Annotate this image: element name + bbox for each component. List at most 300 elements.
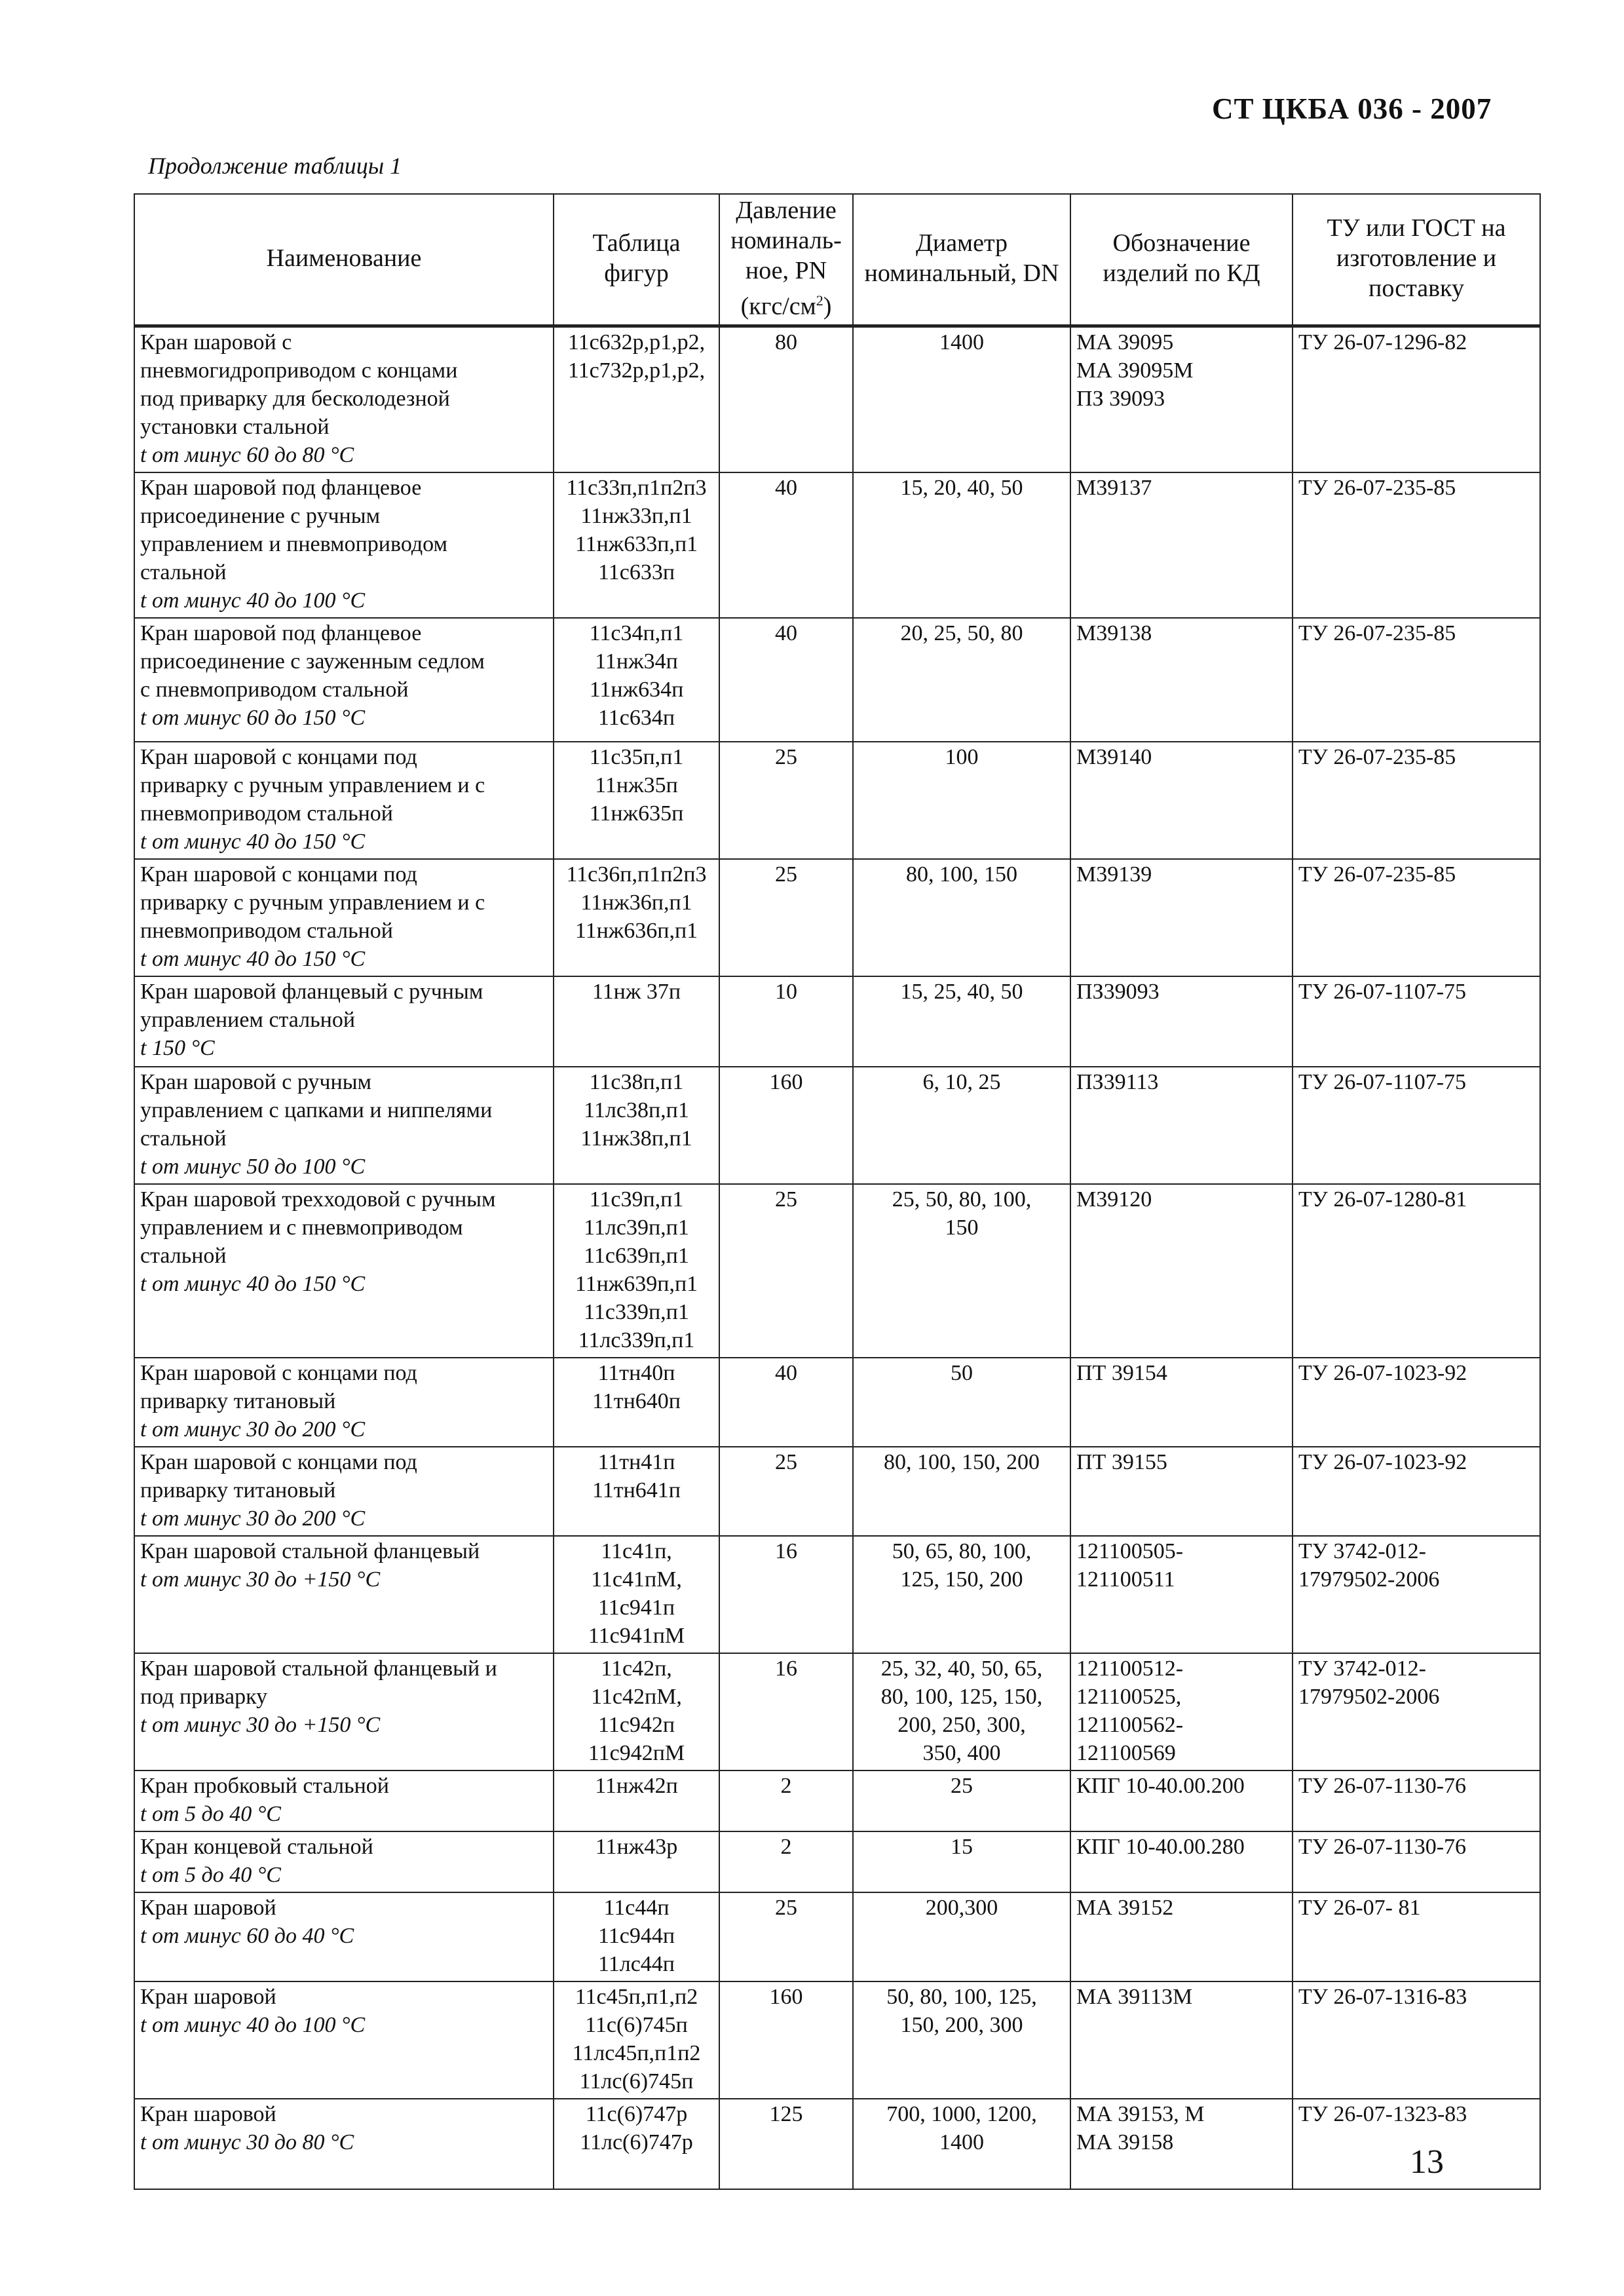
cell-name	[134, 1184, 554, 1358]
figure-line: 11лс(6)747р	[580, 2130, 693, 2154]
cell-diameter	[853, 1981, 1070, 2099]
cell-diameter	[853, 976, 1070, 1067]
diameter-line: 150, 200, 300	[900, 2012, 1023, 2037]
temperature-range: t от минус 40 до 100 °С	[140, 2012, 366, 2037]
temperature-range: t от минус 30 до 200 °С	[140, 1417, 366, 1442]
table-row	[134, 618, 1540, 742]
tu-line: ТУ 26-07-1107-75	[1298, 1069, 1467, 1094]
figure-line: 11лс38п,п1	[584, 1098, 689, 1122]
cell-pressure: 2	[719, 1831, 853, 1892]
name-line: Кран концевой стальной	[140, 1834, 373, 1859]
cell-figures	[554, 1892, 719, 1981]
table-row	[134, 859, 1540, 976]
cell-pressure: 16	[719, 1653, 853, 1770]
cell-tu-gost	[1293, 1831, 1540, 1892]
cell-diameter	[853, 1831, 1070, 1892]
cell-pressure: 40	[719, 618, 853, 742]
page-number: 13	[1410, 2143, 1444, 2181]
figure-line: 11с941пМ	[588, 1623, 685, 1648]
figure-line: 11с39п,п1	[589, 1187, 684, 1212]
temperature-range: t от минус 30 до 80 °С	[140, 2130, 354, 2154]
cell-name	[134, 1831, 554, 1892]
figure-line: 11лс44п	[598, 1951, 675, 1976]
name-line: стальной	[140, 1126, 227, 1151]
cell-pressure: 40	[719, 472, 853, 618]
cell-designation	[1070, 1892, 1293, 1981]
cell-name	[134, 618, 554, 742]
designation-line: 121100512-	[1076, 1656, 1184, 1681]
figure-line: 11тн40п	[597, 1360, 675, 1385]
designation-line: МА 39158	[1076, 2130, 1174, 2154]
table-row	[134, 1892, 1540, 1981]
diameter-line: 50, 80, 100, 125,	[886, 1984, 1037, 2009]
figure-line: 11с33п,п1п2п3	[566, 475, 707, 500]
cell-designation	[1070, 1067, 1293, 1184]
cell-name	[134, 1892, 554, 1981]
table-row	[134, 1067, 1540, 1184]
cell-figures	[554, 742, 719, 859]
figure-line: 11с634п	[597, 705, 675, 730]
cell-tu-gost	[1293, 1067, 1540, 1184]
cell-name	[134, 1358, 554, 1447]
name-line: Кран шаровой стальной фланцевый	[140, 1539, 480, 1563]
cell-diameter	[853, 1067, 1070, 1184]
cell-designation	[1070, 1358, 1293, 1447]
name-line: Кран шаровой с концами под	[140, 862, 417, 887]
temperature-range: t от 5 до 40 °С	[140, 1862, 281, 1887]
cell-pressure: 125	[719, 2099, 853, 2189]
diameter-line: 125, 150, 200	[900, 1567, 1023, 1592]
figure-line: 11нж639п,п1	[575, 1271, 698, 1296]
cell-figures	[554, 1831, 719, 1892]
cell-diameter	[853, 1184, 1070, 1358]
figure-line: 11с44п	[603, 1895, 670, 1920]
designation-line: МА 39113М	[1076, 1984, 1193, 2009]
valves-table	[134, 193, 1541, 2190]
figure-line: 11с(6)747р	[585, 2101, 688, 2126]
cell-tu-gost	[1293, 1184, 1540, 1358]
figure-line: 11нж36п,п1	[580, 890, 692, 915]
tu-line: ТУ 26-07-1130-76	[1298, 1773, 1467, 1798]
designation-line: МА 39152	[1076, 1895, 1174, 1920]
diameter-line: 6, 10, 25	[922, 1069, 1001, 1094]
name-line: Кран шаровой трехходовой с ручным	[140, 1187, 496, 1212]
designation-line: 121100511	[1076, 1567, 1175, 1592]
designation-line: 121100505-	[1076, 1539, 1184, 1563]
tu-line: ТУ 26-07- 81	[1298, 1895, 1421, 1920]
cell-tu-gost	[1293, 618, 1540, 742]
cell-pressure: 25	[719, 742, 853, 859]
name-line: Кран шаровой с ручным	[140, 1069, 372, 1094]
designation-line: М39120	[1076, 1187, 1152, 1212]
figure-line: 11нж43р	[595, 1834, 678, 1859]
tu-line: ТУ 26-07-235-85	[1298, 862, 1456, 887]
diameter-line: 100	[945, 744, 979, 769]
cell-pressure: 25	[719, 859, 853, 976]
cell-tu-gost	[1293, 1358, 1540, 1447]
cell-pressure: 2	[719, 1770, 853, 1831]
cell-name	[134, 859, 554, 976]
diameter-line: 200,300	[925, 1895, 998, 1920]
cell-diameter	[853, 1770, 1070, 1831]
table-continuation-label: Продолжение таблицы 1	[148, 153, 402, 179]
figure-line: 11нж635п	[589, 801, 684, 826]
temperature-range: t 150 °С	[140, 1035, 215, 1060]
tu-line: ТУ 26-07-1296-82	[1298, 330, 1467, 354]
cell-tu-gost	[1293, 326, 1540, 472]
figure-line: 11тн640п	[592, 1388, 681, 1413]
name-line: пневмоприводом стальной	[140, 801, 393, 826]
cell-name	[134, 1536, 554, 1653]
temperature-range: t от минус 40 до 150 °С	[140, 829, 366, 854]
name-line: под приварку	[140, 1684, 268, 1709]
temperature-range: t от минус 50 до 100 °С	[140, 1154, 366, 1179]
diameter-line: 25, 32, 40, 50, 65,	[880, 1656, 1043, 1681]
diameter-line: 150	[945, 1215, 979, 1240]
figure-line: 11с632р,р1,р2,	[567, 330, 706, 354]
name-line: присоединение с ручным	[140, 503, 381, 528]
figure-line: 11с42пМ,	[591, 1684, 682, 1709]
tu-line: ТУ 26-07-1323-83	[1298, 2101, 1467, 2126]
header-figures: Таблица фигур	[554, 194, 719, 326]
name-line: приварку с ручным управлением и с	[140, 773, 485, 797]
cell-tu-gost	[1293, 859, 1540, 976]
designation-line: ПТ 39155	[1076, 1449, 1167, 1474]
name-line: пневмоприводом стальной	[140, 918, 393, 943]
figure-line: 11нж636п,п1	[575, 918, 698, 943]
figure-line: 11нж33п,п1	[580, 503, 692, 528]
temperature-range: t от минус 40 до 100 °С	[140, 588, 366, 613]
cell-designation	[1070, 326, 1293, 472]
diameter-line: 20, 25, 50, 80	[900, 621, 1023, 645]
figure-line: 11с639п,п1	[584, 1243, 689, 1268]
figure-line: 11нж35п	[595, 773, 678, 797]
figure-line: 11с41пМ,	[591, 1567, 682, 1592]
diameter-line: 15	[951, 1834, 973, 1859]
figure-line: 11с36п,п1п2п3	[566, 862, 707, 887]
temperature-range: t от минус 30 до 200 °С	[140, 1506, 366, 1531]
designation-line: М39140	[1076, 744, 1152, 769]
tu-line: ТУ 26-07-235-85	[1298, 475, 1456, 500]
cell-tu-gost	[1293, 1447, 1540, 1536]
temperature-range: t от минус 40 до 150 °С	[140, 1271, 366, 1296]
cell-designation	[1070, 742, 1293, 859]
cell-figures	[554, 1653, 719, 1770]
name-line: стальной	[140, 560, 227, 584]
table-row	[134, 1831, 1540, 1892]
cell-designation	[1070, 1770, 1293, 1831]
name-line: управлением и с пневмоприводом	[140, 1215, 463, 1240]
cell-diameter	[853, 859, 1070, 976]
cell-pressure: 25	[719, 1447, 853, 1536]
tu-line: ТУ 26-07-1130-76	[1298, 1834, 1467, 1859]
cell-diameter	[853, 326, 1070, 472]
cell-pressure: 80	[719, 326, 853, 472]
designation-line: КПГ 10-40.00.280	[1076, 1834, 1245, 1859]
name-line: Кран шаровой под фланцевое	[140, 475, 422, 500]
table-row	[134, 472, 1540, 618]
diameter-line: 15, 20, 40, 50	[900, 475, 1023, 500]
tu-line: ТУ 26-07-1280-81	[1298, 1187, 1467, 1212]
diameter-line: 50, 65, 80, 100,	[892, 1539, 1032, 1563]
figure-line: 11лс(6)745п	[579, 2069, 694, 2094]
diameter-line: 1400	[939, 2130, 984, 2154]
cell-designation	[1070, 976, 1293, 1067]
designation-line: 121100569	[1076, 1740, 1176, 1765]
cell-diameter	[853, 742, 1070, 859]
name-line: управлением стальной	[140, 1007, 356, 1032]
cell-name	[134, 472, 554, 618]
figure-line: 11с38п,п1	[589, 1069, 684, 1094]
figure-line: 11с42п,	[601, 1656, 672, 1681]
table-row	[134, 976, 1540, 1067]
cell-name	[134, 1447, 554, 1536]
temperature-range: t от минус 40 до 150 °С	[140, 946, 366, 971]
name-line: Кран шаровой стальной фланцевый и	[140, 1656, 497, 1681]
cell-diameter	[853, 1536, 1070, 1653]
name-line: Кран шаровой	[140, 1984, 276, 2009]
diameter-line: 25	[951, 1773, 973, 1798]
cell-diameter	[853, 1892, 1070, 1981]
cell-figures	[554, 859, 719, 976]
cell-figures	[554, 326, 719, 472]
header-name: Наименование	[134, 194, 554, 326]
name-line: Кран шаровой с	[140, 330, 292, 354]
cell-diameter	[853, 1653, 1070, 1770]
figure-line: 11нж633п,п1	[575, 531, 698, 556]
figure-line: 11нж38п,п1	[580, 1126, 692, 1151]
figure-line: 11с944п	[597, 1923, 675, 1948]
figure-line: 11нж42п	[595, 1773, 678, 1798]
cell-tu-gost	[1293, 1536, 1540, 1653]
figure-line: 11с45п,п1,п2	[575, 1984, 698, 2009]
name-line: пневмогидроприводом с концами	[140, 358, 458, 383]
cell-pressure: 160	[719, 1981, 853, 2099]
cell-designation	[1070, 1653, 1293, 1770]
designation-line: М39137	[1076, 475, 1152, 500]
cell-figures	[554, 618, 719, 742]
cell-name	[134, 976, 554, 1067]
figure-line: 11нж34п	[595, 649, 678, 674]
header-pressure	[719, 194, 853, 326]
name-line: управлением с цапками и ниппелями	[140, 1098, 493, 1122]
cell-name	[134, 742, 554, 859]
figure-line: 11нж634п	[589, 677, 684, 702]
name-line: Кран шаровой с концами под	[140, 744, 417, 769]
name-line: Кран пробковый стальной	[140, 1773, 389, 1798]
name-line: приварку титановый	[140, 1388, 336, 1413]
designation-line: М39139	[1076, 862, 1152, 887]
name-line: Кран шаровой	[140, 1895, 276, 1920]
header-tu-gost: ТУ или ГОСТ на изготовление и поставку	[1293, 194, 1540, 326]
cell-pressure: 160	[719, 1067, 853, 1184]
cell-figures	[554, 976, 719, 1067]
cell-diameter	[853, 618, 1070, 742]
cell-figures	[554, 1067, 719, 1184]
designation-line: КПГ 10-40.00.200	[1076, 1773, 1245, 1798]
designation-line: МА 39095М	[1076, 358, 1194, 383]
cell-diameter	[853, 1358, 1070, 1447]
designation-line: М39138	[1076, 621, 1152, 645]
figure-line: 11лс339п,п1	[578, 1328, 695, 1352]
cell-diameter	[853, 2099, 1070, 2189]
diameter-line: 1400	[939, 330, 984, 354]
figure-line: 11с(6)745п	[585, 2012, 688, 2037]
cell-name	[134, 1770, 554, 1831]
tu-line: ТУ 26-07-235-85	[1298, 621, 1456, 645]
cell-pressure: 10	[719, 976, 853, 1067]
tu-line: ТУ 26-07-1316-83	[1298, 1984, 1467, 2009]
cell-tu-gost	[1293, 1981, 1540, 2099]
figure-line: 11с35п,п1	[589, 744, 684, 769]
name-line: Кран шаровой	[140, 2101, 276, 2126]
cell-pressure: 16	[719, 1536, 853, 1653]
figure-line: 11нж 37п	[592, 979, 681, 1004]
header-pressure-text: Давление номиналь-ное, PN (кгс/см	[730, 197, 842, 320]
cell-tu-gost	[1293, 472, 1540, 618]
table-row	[134, 1184, 1540, 1358]
name-line: стальной	[140, 1243, 227, 1268]
temperature-range: t от 5 до 40 °С	[140, 1801, 281, 1826]
designation-line: ПЗ 39093	[1076, 386, 1165, 411]
figure-line: 11лс39п,п1	[584, 1215, 689, 1240]
figure-line: 11с732р,р1,р2,	[567, 358, 706, 383]
tu-line: 17979502-2006	[1298, 1684, 1440, 1709]
figure-line: 11с941п	[597, 1595, 675, 1620]
cell-diameter	[853, 472, 1070, 618]
header-pressure-close: )	[823, 292, 832, 320]
cell-designation	[1070, 1831, 1293, 1892]
designation-line: МА 39095	[1076, 330, 1174, 354]
tu-line: ТУ 26-07-1023-92	[1298, 1360, 1467, 1385]
cell-figures	[554, 1447, 719, 1536]
cell-designation	[1070, 1447, 1293, 1536]
table-row	[134, 326, 1540, 472]
name-line: с пневмоприводом стальной	[140, 677, 409, 702]
cell-tu-gost	[1293, 976, 1540, 1067]
cell-pressure: 25	[719, 1184, 853, 1358]
tu-line: ТУ 3742-012-	[1298, 1656, 1426, 1681]
temperature-range: t от минус 60 до 80 °С	[140, 442, 354, 467]
diameter-line: 200, 250, 300,	[897, 1712, 1026, 1737]
designation-line: 121100525,	[1076, 1684, 1182, 1709]
cell-name	[134, 326, 554, 472]
table-row	[134, 2099, 1540, 2189]
cell-name	[134, 1067, 554, 1184]
cell-tu-gost	[1293, 1653, 1540, 1770]
name-line: под приварку для бесколодезной	[140, 386, 450, 411]
name-line: Кран шаровой фланцевый с ручным	[140, 979, 483, 1004]
name-line: присоединение с зауженным седлом	[140, 649, 485, 674]
figure-line: 11с633п	[597, 560, 675, 584]
cell-designation	[1070, 618, 1293, 742]
table-row	[134, 1358, 1540, 1447]
designation-line: ПЗ39093	[1076, 979, 1160, 1004]
cell-name	[134, 1981, 554, 2099]
figure-line: 11тн41п	[597, 1449, 675, 1474]
tu-line: ТУ 26-07-235-85	[1298, 744, 1456, 769]
cell-designation	[1070, 1536, 1293, 1653]
table-header-row	[134, 194, 1540, 326]
table-row	[134, 1981, 1540, 2099]
table-body	[134, 326, 1540, 2189]
cell-designation	[1070, 2099, 1293, 2189]
cell-figures	[554, 1184, 719, 1358]
cell-diameter	[853, 1447, 1070, 1536]
tu-line: ТУ 3742-012-	[1298, 1539, 1426, 1563]
name-line: Кран шаровой с концами под	[140, 1449, 417, 1474]
diameter-line: 80, 100, 150, 200	[884, 1449, 1040, 1474]
cell-tu-gost	[1293, 1770, 1540, 1831]
name-line: установки стальной	[140, 414, 330, 439]
table-row	[134, 1770, 1540, 1831]
cell-figures	[554, 472, 719, 618]
cell-figures	[554, 1770, 719, 1831]
name-line: приварку с ручным управлением и с	[140, 890, 485, 915]
diameter-line: 80, 100, 125, 150,	[880, 1684, 1043, 1709]
designation-line: ПЗ39113	[1076, 1069, 1159, 1094]
header-diameter: Диаметр номинальный, DN	[853, 194, 1070, 326]
figure-line: 11лс45п,п1п2	[572, 2040, 701, 2065]
cell-figures	[554, 1358, 719, 1447]
figure-line: 11с942пМ	[588, 1740, 685, 1765]
temperature-range: t от минус 60 до 150 °С	[140, 705, 366, 730]
figure-line: 11с339п,п1	[584, 1299, 689, 1324]
diameter-line: 15, 25, 40, 50	[900, 979, 1023, 1004]
cell-designation	[1070, 472, 1293, 618]
cell-name	[134, 1653, 554, 1770]
table-row	[134, 1653, 1540, 1770]
cell-figures	[554, 1536, 719, 1653]
figure-line: 11с41п,	[601, 1539, 672, 1563]
figure-line: 11с34п,п1	[589, 621, 684, 645]
cell-tu-gost	[1293, 742, 1540, 859]
name-line: Кран шаровой с концами под	[140, 1360, 417, 1385]
name-line: управлением и пневмоприводом	[140, 531, 448, 556]
designation-line: ПТ 39154	[1076, 1360, 1167, 1385]
name-line: приварку титановый	[140, 1478, 336, 1502]
designation-line: МА 39153, М	[1076, 2101, 1205, 2126]
cell-designation	[1070, 1981, 1293, 2099]
cell-pressure: 25	[719, 1892, 853, 1981]
cell-designation	[1070, 859, 1293, 976]
cell-figures	[554, 2099, 719, 2189]
figure-line: 11тн641п	[592, 1478, 681, 1502]
figure-line: 11с942п	[597, 1712, 675, 1737]
table-row	[134, 1536, 1540, 1653]
table-row	[134, 1447, 1540, 1536]
temperature-range: t от минус 60 до 40 °С	[140, 1923, 354, 1948]
header-pressure-sup: 2	[816, 292, 823, 309]
designation-line: 121100562-	[1076, 1712, 1184, 1737]
diameter-line: 700, 1000, 1200,	[886, 2101, 1037, 2126]
cell-designation	[1070, 1184, 1293, 1358]
cell-name	[134, 2099, 554, 2189]
tu-line: ТУ 26-07-1023-92	[1298, 1449, 1467, 1474]
header-designation: Обозначение изделий по КД	[1070, 194, 1293, 326]
tu-line: ТУ 26-07-1107-75	[1298, 979, 1467, 1004]
cell-pressure: 40	[719, 1358, 853, 1447]
document-code: СТ ЦКБА 036 - 2007	[1212, 92, 1492, 125]
diameter-line: 50	[951, 1360, 973, 1385]
name-line: Кран шаровой под фланцевое	[140, 621, 422, 645]
table-row	[134, 742, 1540, 859]
diameter-line: 350, 400	[922, 1740, 1001, 1765]
temperature-range: t от минус 30 до +150 °С	[140, 1567, 381, 1592]
cell-tu-gost	[1293, 1892, 1540, 1981]
diameter-line: 25, 50, 80, 100,	[892, 1187, 1032, 1212]
temperature-range: t от минус 30 до +150 °С	[140, 1712, 381, 1737]
